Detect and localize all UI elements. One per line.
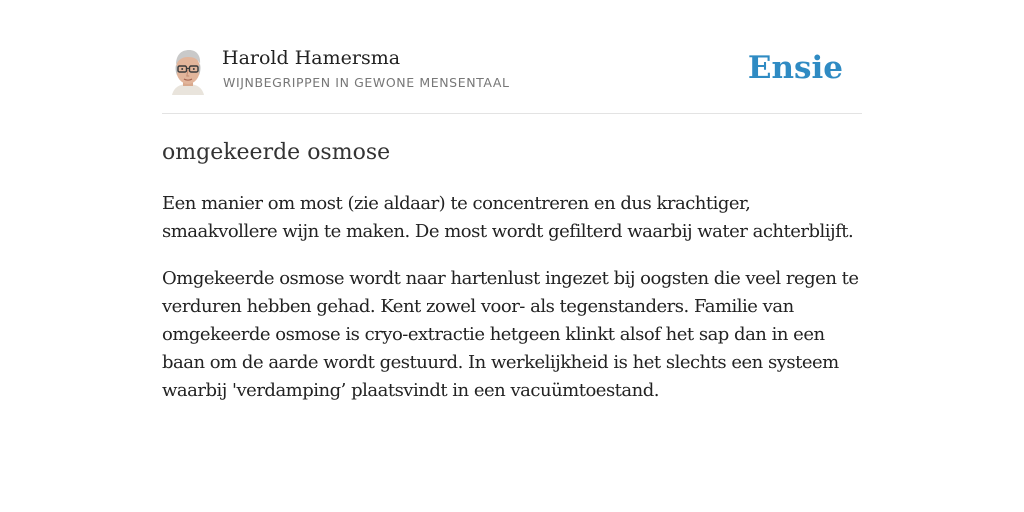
definition-paragraph: Een manier om most (zie aldaar) te concentreren en dus krachtiger, smaakvollere wijn te maken. De most wordt gefilterd waarbij water achterblijft. bbox=[162, 193, 854, 242]
definition-paragraph: Omgekeerde osmose wordt naar hartenlust ingezet bij oogsten die veel regen te verduren hebben gehad. Kent zowel voor- als tegenstanders. Familie van omgekeerde osmose is cryo-extractie hetgeen klinkt alsof het sap dan in een baan om de aarde wordt gestuurd. In werkelijkheid is het slechts een systeem waarbij 'verdamping’ plaatsvindt in een vacuümtoestand. bbox=[162, 268, 859, 401]
author-tagline: WIJNBEGRIPPEN IN GEWONE MENSENTAAL bbox=[223, 75, 510, 90]
entry-definition bbox=[162, 190, 862, 424]
brand-logo[interactable]: Ensie bbox=[747, 50, 843, 86]
header bbox=[162, 0, 862, 114]
author-name[interactable]: Harold Hamersma bbox=[222, 47, 401, 69]
author-avatar[interactable] bbox=[166, 47, 210, 95]
author-photo-icon bbox=[166, 47, 210, 95]
entry-term: omgekeerde osmose bbox=[162, 140, 391, 165]
page-content bbox=[162, 0, 862, 401]
